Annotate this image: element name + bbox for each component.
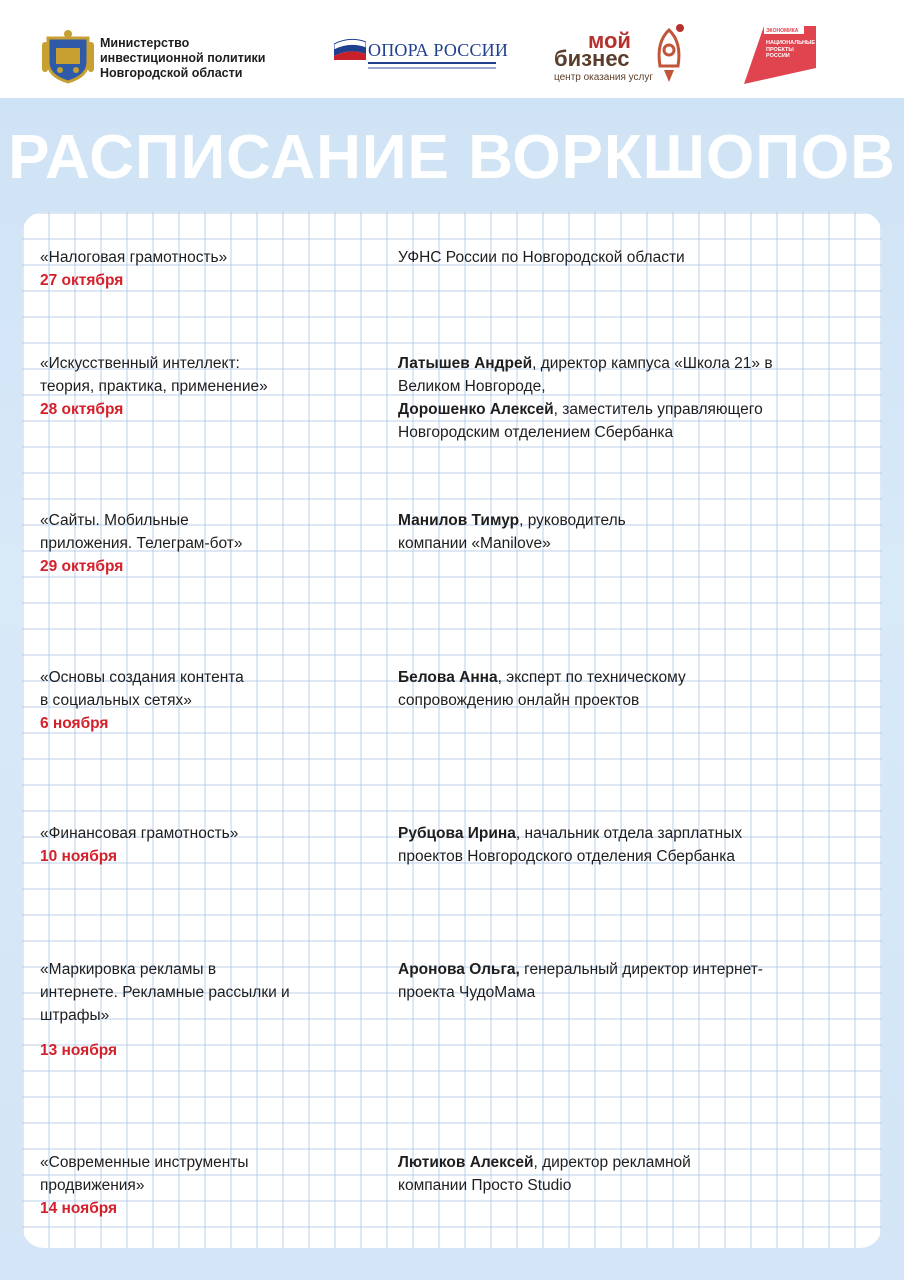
speaker-description: , эксперт по техническому сопровождению онлайн проектов [398, 669, 686, 709]
workshop-info [40, 822, 370, 868]
national-projects-logo [744, 26, 816, 84]
my-business-line2: бизнес [554, 46, 630, 71]
workshop-topic: «Финансовая грамотность» [40, 825, 239, 842]
speaker-text [398, 666, 778, 712]
speaker-name: Манилов Тимур [398, 512, 520, 529]
ministry-logo [42, 28, 292, 84]
workshop-info [40, 246, 370, 292]
speaker-description: , заместитель управляющего Новгородским отделением Сбербанка [398, 401, 763, 441]
speaker-name: Дорошенко Алексей [398, 401, 554, 418]
rocket-icon [652, 22, 686, 84]
workshop-speaker [398, 958, 778, 1004]
workshop-topic: «Налоговая грамотность» [40, 249, 228, 266]
speaker-text [398, 352, 798, 444]
workshop-date: 6 ноября [40, 715, 109, 732]
workshop-topic: «Сайты. Мобильные приложения. Телеграм-бот» [40, 512, 243, 552]
speaker-text [398, 1151, 738, 1197]
workshop-speaker [398, 509, 698, 555]
workshop-info [40, 958, 370, 1062]
workshop-topic: «Основы создания контента в социальных сетях» [40, 669, 244, 709]
speaker-text [398, 246, 798, 269]
speaker-name: Латышев Андрей [398, 355, 533, 372]
page-title: РАСПИСАНИЕ ВОРКШОПОВ [8, 123, 896, 192]
flag-icon [334, 36, 366, 60]
workshop-speaker [398, 246, 798, 269]
speaker-name: Аронова Ольга, [398, 961, 520, 978]
workshop-topic: «Современные инструменты продвижения» [40, 1154, 249, 1194]
speaker-description: , начальник отдела зарплатных проектов Новгородского отделения Сбербанка [398, 825, 743, 865]
opora-logo [334, 34, 509, 74]
speaker-name: Лютиков Алексей [398, 1154, 534, 1171]
workshop-date: 28 октября [40, 401, 124, 418]
speaker-text [398, 958, 778, 1004]
schedule-card [22, 212, 882, 1248]
opora-name: ОПОРА РОССИИ [368, 40, 509, 60]
speaker-name: Рубцова Ирина [398, 825, 516, 842]
workshop-info [40, 352, 370, 421]
national-projects-text: НАЦИОНАЛЬНЫЕ ПРОЕКТЫ РОССИИ [766, 40, 816, 59]
workshop-speaker [398, 1151, 738, 1197]
speaker-description: , руководитель компании «Manilove» [398, 512, 626, 552]
workshop-speaker [398, 822, 748, 868]
my-business-line1: мой [588, 28, 631, 53]
workshop-speaker [398, 666, 778, 712]
workshop-topic: «Искусственный интеллект: теория, практика, применение» [40, 355, 268, 395]
opora-underline-secondary [368, 67, 496, 69]
speaker-description: , директор рекламной компании Просто Studio [398, 1154, 691, 1194]
my-business-line3: центр оказания услуг [554, 72, 654, 83]
workshop-info [40, 509, 370, 578]
speaker-text [398, 509, 698, 555]
speaker-text [398, 822, 748, 868]
workshop-topic: «Маркировка рекламы в интернете. Рекламные рассылки и штрафы» [40, 961, 290, 1024]
opora-underline [368, 62, 496, 64]
speaker-name: Белова Анна [398, 669, 498, 686]
speaker-description: генеральный директор интернет-проекта ЧудоМама [398, 961, 763, 1001]
workshop-info [40, 1151, 370, 1220]
workshop-speaker [398, 352, 798, 444]
speaker-description: УФНС России по Новгородской области [398, 249, 685, 266]
header-bar [0, 0, 904, 98]
my-business-logo [552, 22, 692, 84]
national-projects-top: ЭКОНОМИКА [766, 28, 799, 34]
coat-of-arms-icon [42, 28, 94, 84]
workshop-info [40, 666, 370, 735]
workshop-date: 10 ноября [40, 848, 118, 865]
workshop-date: 27 октября [40, 272, 124, 289]
workshop-date: 29 октября [40, 558, 124, 575]
speaker-description: , директор кампуса «Школа 21» в Великом Новгороде, [398, 355, 773, 395]
workshop-date: 13 ноября [40, 1042, 118, 1059]
workshop-date: 14 ноября [40, 1200, 118, 1217]
ministry-name: Министерство инвестиционной политики Новгородской области [100, 36, 266, 80]
